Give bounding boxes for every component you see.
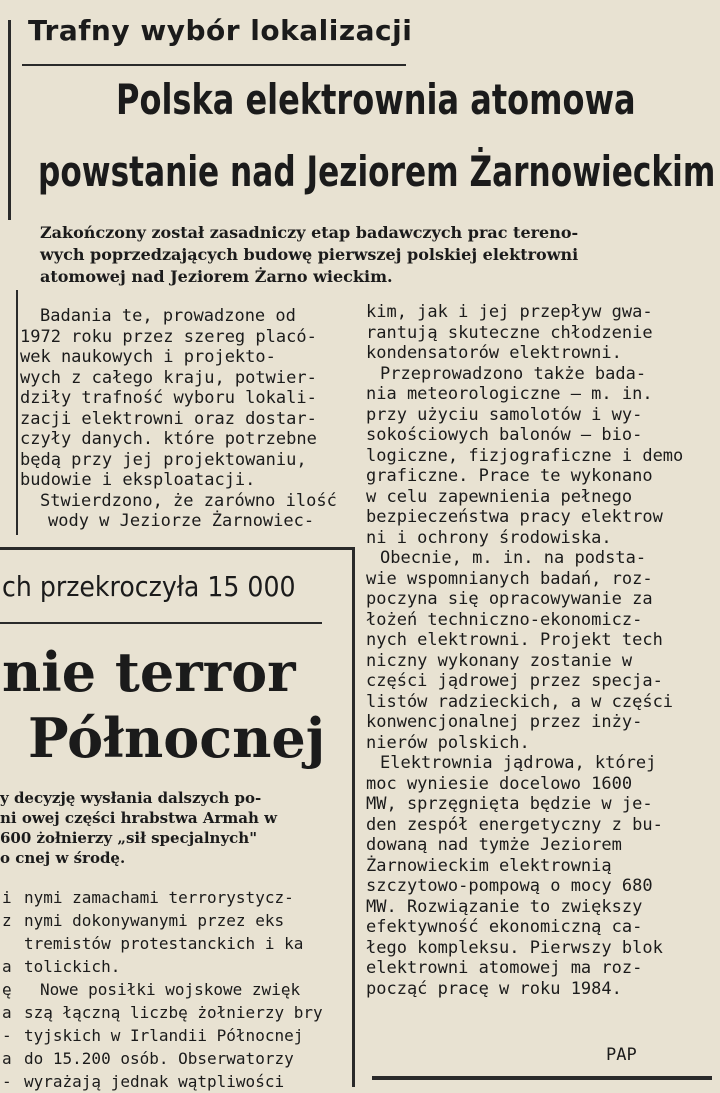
lead-line: ni owej części hrabstwa Armah w: [0, 809, 278, 827]
second-article-lead: [0, 788, 350, 868]
box-top-rule: [0, 547, 355, 550]
cropped-char: z: [2, 911, 12, 930]
text-line: moc wyniesie docelowo 1600: [366, 773, 633, 794]
text-line: budowie i eksploatacji.: [20, 470, 256, 490]
text-line: z nymi dokonywanymi przez eks: [2, 911, 285, 930]
text-line: a szą łączną liczbę żołnierzy bry: [2, 1003, 323, 1022]
article-kicker: Trafny wybór lokalizacji: [28, 14, 413, 47]
cropped-char: a: [2, 957, 12, 976]
box-right-rule: [352, 547, 355, 1087]
text-line: Badania te, prowadzone od: [40, 306, 296, 326]
lead-line: o cnej w środę.: [0, 849, 126, 867]
text-line: dziły trafność wyboru lokali-: [20, 388, 317, 408]
text-line: konwencjonalnej przez inży-: [366, 712, 643, 732]
cropped-char: ę: [2, 980, 12, 999]
text-line: wody w Jeziorze Żarnowiec-: [48, 511, 315, 531]
text-line: elektrowni atomowej ma roz-: [366, 958, 643, 978]
text-line: rantują skuteczne chłodzenie: [366, 322, 653, 343]
text-line: nia meteorologiczne — m. in.: [366, 384, 653, 404]
text-line: łego kompleksu. Pierwszy blok: [366, 937, 663, 958]
article-left-column: [20, 306, 360, 532]
text-line: logiczne, fizjograficzne i demo: [366, 445, 684, 466]
second-article-headline-1: nie terror: [2, 640, 296, 704]
text-line: dowaną nad tymże Jeziorem: [366, 835, 622, 855]
text-line: 1972 roku przez szereg placó-: [20, 326, 317, 347]
column-rule-left: [8, 20, 11, 220]
kicker-underline: [22, 64, 406, 66]
lead-line: wych poprzedzających budowę pierwszej polskiej elektrowni: [40, 245, 579, 264]
text-line: den zespół energetyczny z bu-: [366, 814, 663, 835]
text-line: w celu zapewnienia pełnego: [366, 486, 633, 507]
lead-line: 600 żołnierzy „sił specjalnych": [0, 829, 258, 847]
text-line: wych z całego kraju, potwier-: [20, 367, 317, 388]
text-line: Stwierdzono, że zarówno ilość: [40, 490, 337, 511]
text-line: MW, sprzęgnięta będzie w je-: [366, 794, 653, 814]
text-line: nych elektrowni. Projekt tech: [366, 630, 663, 650]
text-line: ę Nowe posiłki wojskowe zwięk: [2, 980, 301, 999]
text-line: niczny wykonany zostanie w: [366, 650, 633, 671]
text-line: - tyjskich w Irlandii Północnej: [2, 1026, 304, 1045]
cropped-char: -: [2, 1026, 12, 1045]
article-lead: [40, 222, 705, 288]
text-line: łożeń techniczno-ekonomicz-: [366, 609, 643, 630]
text-line: czyły danych. które potrzebne: [20, 429, 317, 449]
text-line: i nymi zamachami terrorystycz-: [2, 888, 294, 907]
text-line: kim, jak i jej przepływ gwa-: [366, 302, 653, 322]
cropped-char: i: [2, 888, 12, 907]
text-line: zacji elektrowni oraz dostar-: [20, 408, 317, 429]
text-line: a tolickich.: [2, 957, 121, 976]
second-article-kicker: ch przekroczyła 15 000: [2, 570, 296, 603]
text-line: tremistów protestanckich i ka: [24, 934, 304, 953]
second-article-body: [0, 886, 352, 1093]
headline-line-2: powstanie nad Jeziorem Żarnowieckim: [38, 148, 716, 197]
text-line: wie wspomnianych badań, roz-: [366, 568, 653, 589]
text-line: wek naukowych i projekto-: [20, 347, 276, 367]
bottom-rule: [372, 1076, 712, 1080]
text-line: listów radzieckich, a w części: [366, 691, 674, 712]
text-line: bezpieczeństwa pracy elektrow: [366, 507, 663, 527]
text-line: efektywność ekonomiczną ca-: [366, 917, 643, 937]
text-line: - wyrażają jednak wątpliwości: [2, 1072, 285, 1091]
lead-line: Zakończony został zasadniczy etap badawczych prac tereno-: [40, 223, 579, 242]
text-line: począć pracę w roku 1984.: [366, 978, 622, 999]
cropped-char: a: [2, 1049, 12, 1068]
text-line: sokościowych balonów — bio-: [366, 425, 643, 445]
cropped-char: -: [2, 1072, 12, 1091]
text-line: będą przy jej projektowaniu,: [20, 449, 307, 470]
text-line: a do 15.200 osób. Obserwatorzy: [2, 1049, 294, 1068]
box-kicker-underline: [0, 622, 322, 624]
article-signature: PAP: [606, 1045, 637, 1065]
article-right-column: [366, 302, 720, 999]
lead-line: atomowej nad Jeziorem Żarno wieckim.: [40, 267, 393, 286]
cropped-char: a: [2, 1003, 12, 1022]
text-line: Obecnie, m. in. na podsta-: [380, 548, 647, 568]
text-line: MW. Rozwiązanie to zwiększy: [366, 896, 643, 917]
text-line: przy użyciu samolotów i wy-: [366, 404, 643, 425]
headline-line-1: Polska elektrownia atomowa: [116, 76, 636, 125]
column-rule-left-lower: [16, 290, 18, 535]
text-line: części jądrowej przez specja-: [366, 671, 663, 691]
text-line: graficzne. Prace te wykonano: [366, 466, 653, 486]
second-article-headline-2: Północnej: [28, 706, 326, 770]
text-line: Przeprowadzono także bada-: [380, 363, 647, 384]
text-line: ni i ochrony środowiska.: [366, 527, 612, 548]
text-line: szczytowo-pompową o mocy 680: [366, 876, 653, 896]
text-line: poczyna się opracowywanie za: [366, 589, 653, 609]
text-line: kondensatorów elektrowni.: [366, 343, 622, 363]
text-line: Żarnowieckim elektrownią: [366, 855, 612, 876]
text-line: Elektrownia jądrowa, której: [380, 753, 657, 773]
lead-line: y decyzję wysłania dalszych po-: [0, 789, 262, 807]
text-line: nierów polskich.: [366, 732, 530, 753]
